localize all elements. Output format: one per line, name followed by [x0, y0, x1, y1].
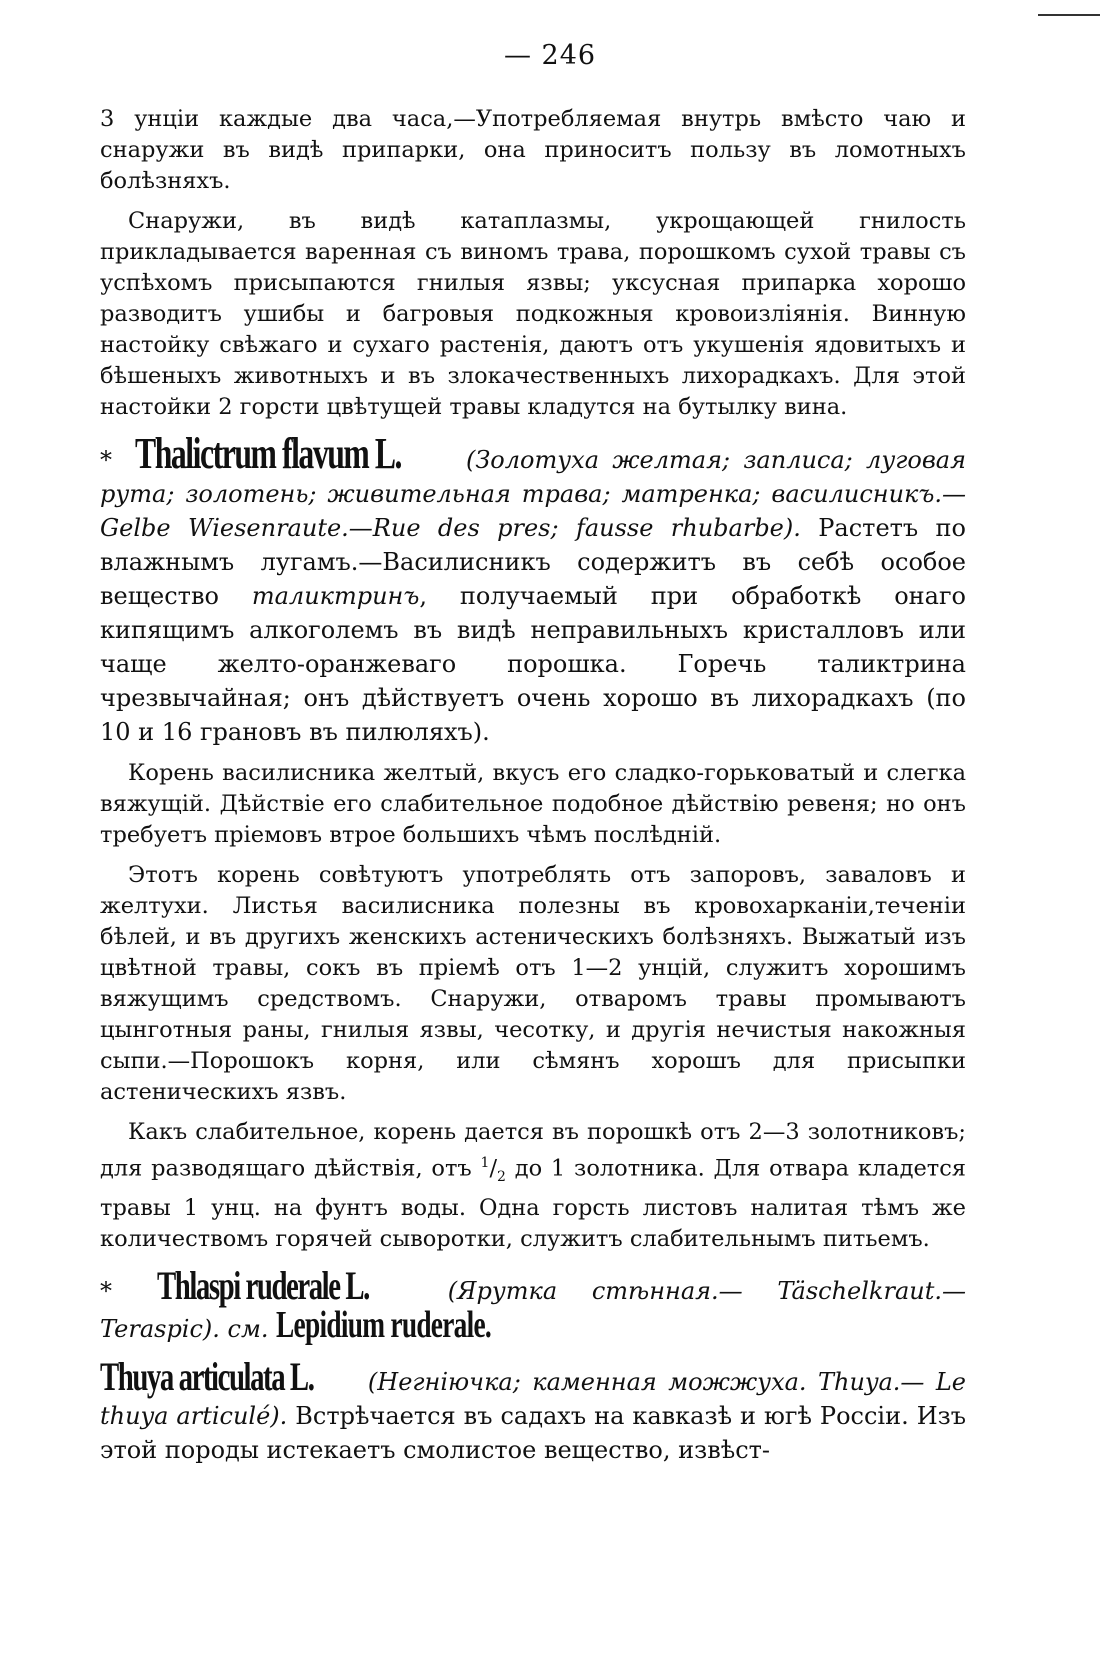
cross-reference-lepidium: Lepidium ruderale.: [276, 1304, 492, 1346]
entry-title-thuya: Thuya articulata L.: [100, 1354, 314, 1399]
paragraph-uses: Этотъ корень совѣтуютъ употреблять отъ запоровъ, заваловъ и желтухи. Листья василисника полезны въ кровохарканіи,теченіи бѣлей, и въ другихъ женскихъ астеническихъ болѣзняхъ. Выжатый изъ цвѣтной травы, сокъ въ пріемѣ отъ 1—2 унцій, служитъ хорошимъ вяжущимъ средствомъ. Снаружи, отваромъ травы промываютъ цынготныя раны, гнилыя язвы, чесотку, и другія нечистыя накожныя сыпи.—Порошокъ корня, или сѣмянъ хорошъ для присыпки астеническихъ язвъ.: [100, 862, 966, 1105]
paragraph-external-use: Снаружи, въ видѣ катаплазмы, укрощающей гнилость прикладывается варенная съ виномъ трава, порошкомъ сухой травы съ успѣхомъ присыпаются гнилыя язвы; уксусная припарка хорошо разводитъ ушибы и багровыя подкожныя кровоизліянія. Винную настойку свѣжаго и сухаго растенія, даютъ отъ укушенія ядовитыхъ и бѣшеныхъ животныхъ и въ злокачественныхъ лихорадкахъ. Для этой настойки 2 горсти цвѣтущей травы кладутся на бутылку вина.: [100, 208, 966, 420]
entry-thuya: [100, 1355, 966, 1467]
entry-thlaspi: [100, 1264, 966, 1346]
page-body: [100, 104, 966, 1476]
asterisk-mark: *: [100, 446, 112, 474]
synonyms-thalictrum: (Золотуха желтая; заплиса; луговая рута; золотень; живительная трава; матренка; василисникъ.—Gelbe Wiesenraute.—Rue des pres; fausse rhubarbe).: [100, 446, 966, 542]
entry-title-thlaspi: Thlaspi ruderale L.: [156, 1263, 369, 1308]
synonyms-thuya: (Негніючка; каменная можжуха. Thuya.— Le thuya articulé).: [100, 1368, 966, 1430]
term-thalictrin: таликтринъ: [251, 582, 420, 610]
paragraph-dosage: 3 унціи каждые два часа,—Употребляемая внутрь вмѣсто чаю и снаружи въ видѣ припарки, она приноситъ пользу въ ломотныхъ болѣзняхъ.: [100, 106, 966, 194]
page-corner-line: [1038, 0, 1100, 16]
text-dose-part1: Какъ слабительное, корень дается въ порошкѣ отъ 2—3 золотниковъ; для разводящаго дѣйствія, отъ: [100, 1119, 966, 1182]
paragraph-doses: Какъ слабительное, корень дается въ порошкѣ отъ 2—3 золотниковъ; для разводящаго дѣйствія, отъ $^1/_2$ до 1 золотника. Для отвара кладется травы 1 унц. на фунтъ воды. Одна горсть листовъ налитая тѣмъ же количествомъ горячей сыворотки, служитъ слабительнымъ питьемъ.: [100, 1119, 966, 1252]
synonyms-thlaspi: (Ярутка стѣнная.— Täschelkraut.— Teraspic). см.: [100, 1277, 966, 1343]
fraction-denominator: 2: [497, 1169, 506, 1185]
fraction-numerator: 1: [480, 1155, 490, 1171]
text-thalictrum-properties: , получаемый при обработкѣ онаго кипящимъ алкоголемъ въ видѣ неправильныхъ кристалловъ или чаще желто-оранжеваго порошка. Горечь таликтрина чрезвычайная; онъ дѣйствуетъ очень хорошо въ лихорадкахъ (по 10 и 16 грановъ въ пилюляхъ).: [100, 582, 967, 746]
entry-title-thalictrum: Thalictrum flavum L.: [135, 429, 402, 478]
entry-thalictrum: [100, 429, 967, 749]
page-number: — 246: [503, 40, 597, 71]
text-dose-part2: до 1 золотника. Для отвара кладется травы 1 унц. на фунтъ воды. Одна горсть листовъ налитая тѣмъ же количествомъ горячей сыворотки, служитъ слабительнымъ питьемъ.: [100, 1155, 966, 1252]
asterisk-mark: *: [100, 1277, 112, 1305]
text-thuya: Встрѣчается въ садахъ на кавказѣ и югѣ Россіи. Изъ этой породы истекаетъ смолистое вещество, извѣст-: [100, 1402, 966, 1464]
paragraph-root: Корень василисника желтый, вкусъ его сладко-горьковатый и слегка вяжущій. Дѣйствіе его слабительное подобное дѣйствію ревеня; но онъ требуетъ пріемовъ втрое большихъ чѣмъ послѣдній.: [100, 760, 966, 848]
text-thalictrum-habitat: Растетъ по влажнымъ лугамъ.—Василисникъ содержитъ въ себѣ особое вещество: [100, 514, 966, 610]
